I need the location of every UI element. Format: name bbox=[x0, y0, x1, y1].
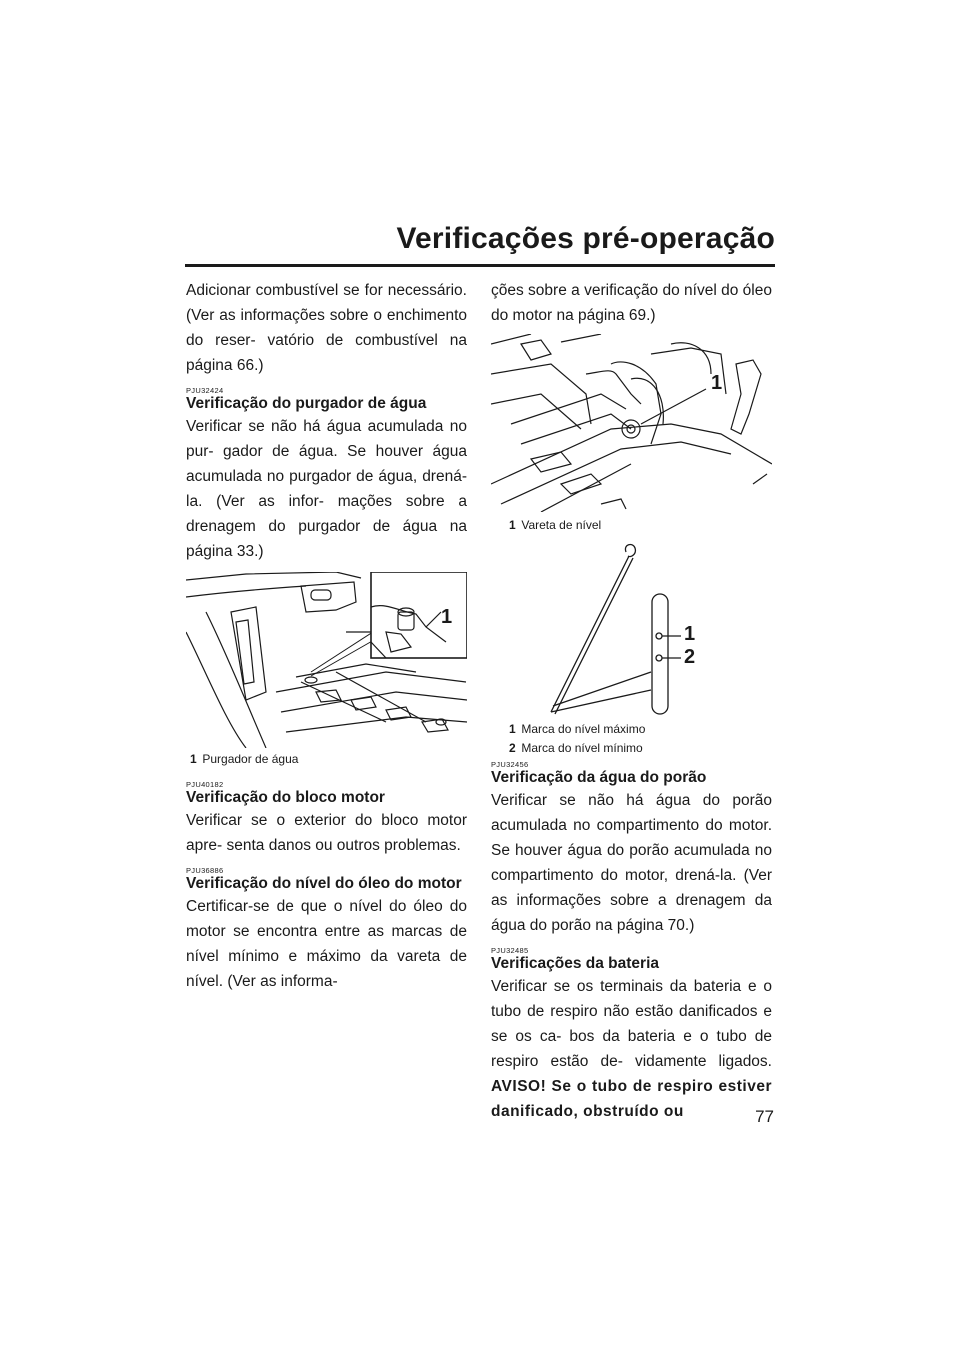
section-code: PJU32456 bbox=[491, 760, 529, 769]
section-body: Verificar se o exterior do bloco motor apre- senta danos ou outros problemas. bbox=[186, 812, 467, 854]
section-code: PJU32424 bbox=[186, 386, 224, 395]
dipstick-illustration bbox=[491, 540, 772, 720]
dipstick-location-figure bbox=[491, 334, 772, 534]
section-body: Certificar-se de que o nível do óleo do motor se encontra entre as marcas de nível mínimo e máximo da vareta de nível. (Ver as informa- bbox=[186, 898, 467, 990]
section-code: PJU32485 bbox=[491, 946, 529, 955]
caption-number: 1 bbox=[509, 518, 516, 532]
caption-number: 2 bbox=[509, 741, 516, 755]
warning-text: AVISO! Se o tubo de respiro estiver danificado, obstruído ou bbox=[491, 1078, 772, 1120]
page-title: Verificações pré-operação bbox=[396, 222, 775, 255]
right-column bbox=[491, 278, 772, 1124]
section-code: PJU40182 bbox=[186, 780, 224, 789]
section-heading: Verificação do purgador de água bbox=[186, 395, 427, 412]
section-body-text: Verificar se os terminais da bateria e o tubo de respiro não estão danificados e se os ca- bos da bateria e o tubo de respiro estão de- vidamente ligados. bbox=[491, 978, 772, 1070]
section-body: Verificar se não há água do porão acumulada no compartimento do motor. Se houver água do porão acumulada no compartimento do motor, drená-la. (Ver as informações sobre a drenagem da água do porão na página 70.) bbox=[491, 792, 772, 934]
section-body bbox=[491, 974, 772, 1124]
min-mark-callout: 2 bbox=[684, 646, 696, 668]
figure-callout: 1 bbox=[441, 606, 453, 628]
figure-caption bbox=[190, 750, 298, 769]
figure-callout: 1 bbox=[711, 372, 723, 394]
caption-number: 1 bbox=[509, 722, 516, 736]
section-heading: Verificação do nível do óleo do motor bbox=[186, 875, 462, 892]
water-drain-figure bbox=[186, 572, 467, 772]
continued-paragraph: ções sobre a verificação do nível do óleo do motor na página 69.) bbox=[491, 282, 772, 324]
dipstick-location-illustration bbox=[491, 334, 772, 512]
section-heading: Verificação da água do porão bbox=[491, 769, 707, 786]
caption-text: Marca do nível mínimo bbox=[521, 741, 643, 755]
section-heading: Verificação do bloco motor bbox=[186, 789, 385, 806]
section-body: Verificar se não há água acumulada no pur- gador de água. Se houver água acumulada no purgador de água, drená-la. (Ver as infor- mações sobre a drenagem do purgador de água na página 33.) bbox=[186, 418, 467, 560]
figure-caption bbox=[509, 720, 645, 758]
max-mark-callout: 1 bbox=[684, 623, 696, 645]
section-heading: Verificações da bateria bbox=[491, 955, 660, 972]
water-drain-illustration bbox=[186, 572, 467, 748]
section-code: PJU36886 bbox=[186, 866, 224, 875]
left-column bbox=[186, 278, 467, 994]
page-number: 77 bbox=[755, 1107, 774, 1126]
intro-paragraph: Adicionar combustível se for necessário. (Ver as informações sobre o enchimento do reser- vatório de combustível na página 66.) bbox=[186, 282, 467, 374]
dipstick-marks-figure bbox=[491, 540, 772, 760]
caption-text: Purgador de água bbox=[202, 752, 299, 766]
caption-number: 1 bbox=[190, 752, 197, 766]
caption-text: Vareta de nível bbox=[521, 518, 602, 532]
figure-caption bbox=[509, 516, 601, 535]
header-rule bbox=[185, 264, 775, 267]
caption-text: Marca do nível máximo bbox=[521, 722, 646, 736]
